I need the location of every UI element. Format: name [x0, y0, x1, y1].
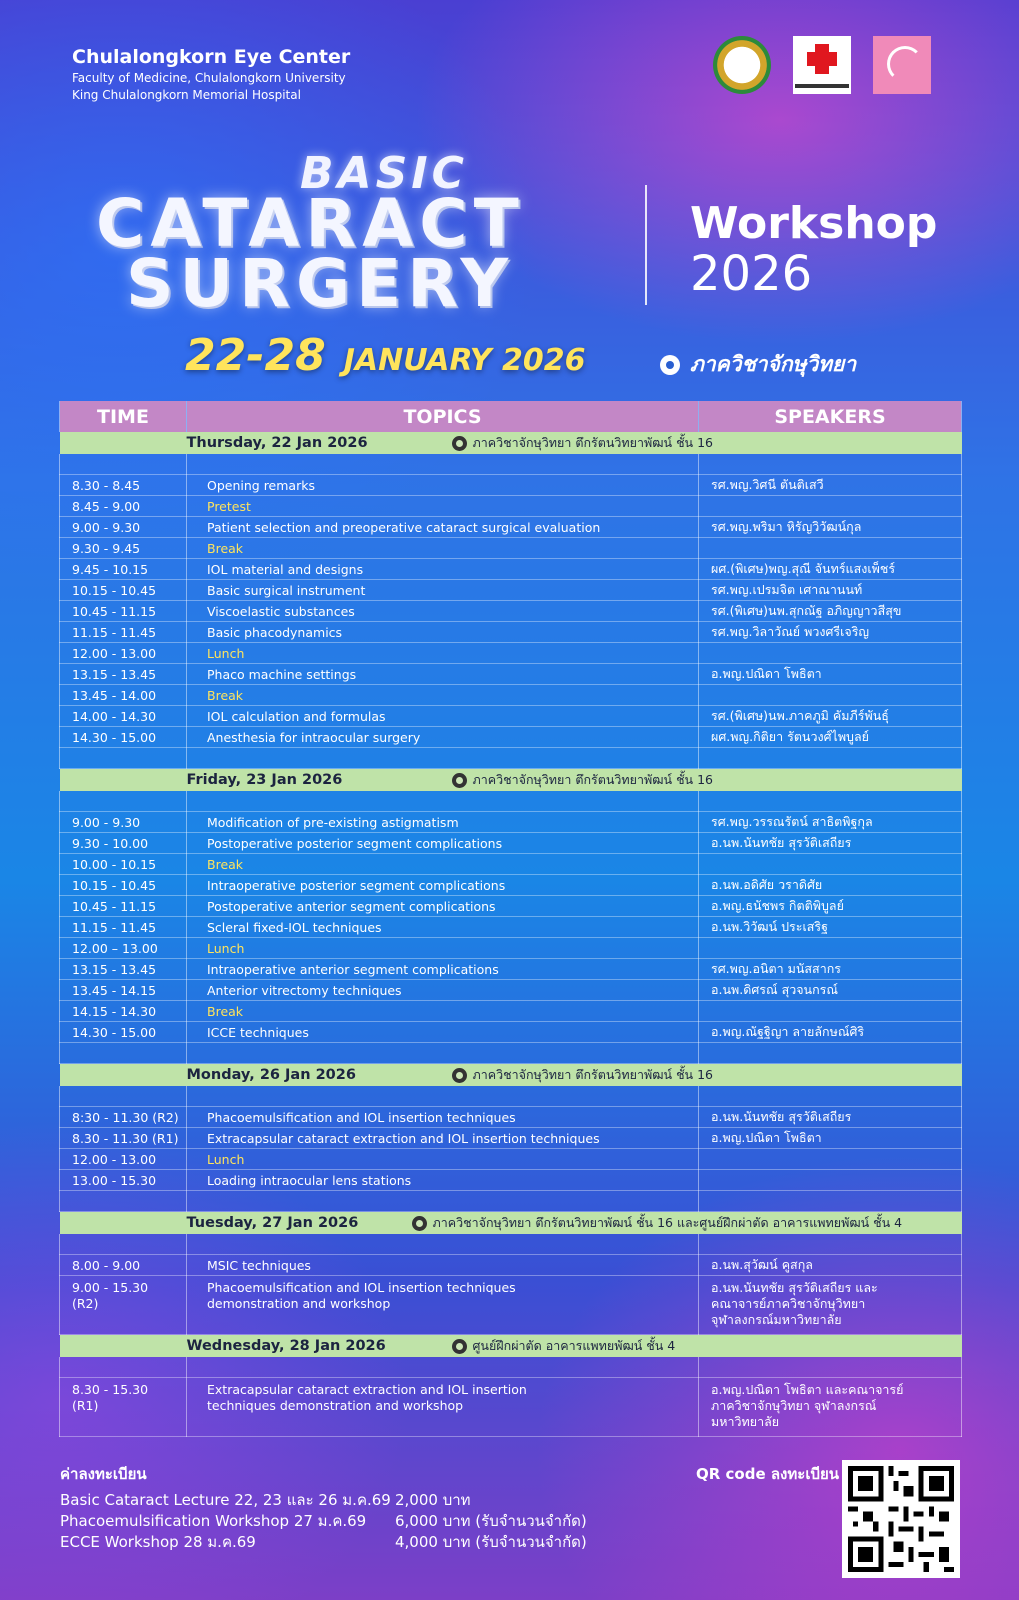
time-cell: 8.00 - 9.00	[60, 1255, 187, 1276]
event-dates	[185, 330, 585, 381]
speaker-cell: อ.นพ.นันทชัย สุรวัติเสถียร	[699, 833, 962, 854]
topic-cell: Intraoperative anterior segment complications	[187, 959, 699, 980]
time-cell: 9.00 - 9.30	[60, 812, 187, 833]
org-faculty: Faculty of Medicine, Chulalongkorn University	[72, 71, 346, 85]
day-name: Thursday, 22 Jan 2026	[186, 435, 368, 451]
topic-cell: Basic surgical instrument	[187, 580, 699, 601]
speaker-cell: อ.พญ.ณัฐฐิญา ลายลักษณ์ศิริ	[699, 1022, 962, 1043]
table-row	[60, 727, 962, 748]
header-topics: TOPICS	[187, 401, 699, 432]
chulalongkorn-seal-icon	[713, 36, 771, 94]
topic-cell: Extracapsular cataract extraction and IOL insertion techniques demonstration and workshop	[187, 1378, 699, 1437]
topic-cell: Break	[187, 1001, 699, 1022]
table-row	[60, 1149, 962, 1170]
speaker-cell: รศ.(พิเศษ)นพ.สุกณัฐ อภิญญาวสีสุข	[699, 601, 962, 622]
day-header	[60, 1212, 962, 1235]
speaker-cell: ผศ.พญ.กิติยา รัตนวงศ์ไพบูลย์	[699, 727, 962, 748]
time-cell: 13.45 - 14.15	[60, 980, 187, 1001]
day-venue: ภาควิชาจักษุวิทยา ตึกรัตนวิทยาพัฒน์ ชั้น 16 และศูนย์ฝึกผ่าตัด อาคารแพทยพัฒน์ ชั้น 4	[412, 1213, 903, 1233]
time-cell: 8:30 - 11.30 (R2)	[60, 1107, 187, 1128]
event-venue-label: ภาควิชาจักษุวิทยา	[690, 352, 857, 376]
time-cell: 14.00 - 14.30	[60, 706, 187, 727]
day-venue: ภาควิชาจักษุวิทยา ตึกรัตนวิทยาพัฒน์ ชั้น 16	[452, 433, 713, 453]
speaker-cell: อ.พญ.ธนัชพร กิตติพิบูลย์	[699, 896, 962, 917]
registration-fees	[60, 1462, 587, 1551]
time-cell: 13.00 - 15.30	[60, 1170, 187, 1191]
table-row	[60, 1378, 962, 1437]
speaker-cell: อ.พญ.ปณิดา โพธิตา และคณาจารย์ภาควิชาจักษุวิทยา จุฬาลงกรณ์มหาวิทยาลัย	[699, 1378, 962, 1437]
org-hospital: King Chulalongkorn Memorial Hospital	[72, 88, 301, 102]
table-row	[60, 812, 962, 833]
time-cell: 11.15 - 11.45	[60, 917, 187, 938]
topic-cell: Basic phacodynamics	[187, 622, 699, 643]
day-header	[60, 1064, 962, 1087]
speaker-cell: อ.พญ.ปณิดา โพธิตา	[699, 664, 962, 685]
table-row	[60, 496, 962, 517]
table-row	[60, 559, 962, 580]
speaker-cell	[699, 496, 962, 517]
spacer-row	[60, 1086, 962, 1107]
time-cell: 9.45 - 10.15	[60, 559, 187, 580]
speaker-cell	[699, 685, 962, 706]
topic-cell: Anesthesia for intraocular surgery	[187, 727, 699, 748]
table-row	[60, 833, 962, 854]
title-surgery: SURGERY	[126, 245, 515, 322]
topic-cell: Break	[187, 538, 699, 559]
time-cell: 10.45 - 11.15	[60, 601, 187, 622]
speaker-cell	[699, 643, 962, 664]
time-cell: 13.45 - 14.00	[60, 685, 187, 706]
topic-cell: Patient selection and preoperative cataract surgical evaluation	[187, 517, 699, 538]
topic-cell: Postoperative anterior segment complications	[187, 896, 699, 917]
day-header	[60, 432, 962, 454]
table-row	[60, 1001, 962, 1022]
table-row	[60, 1255, 962, 1276]
table-row	[60, 643, 962, 664]
event-month: JANUARY 2026	[343, 343, 586, 378]
time-cell: 9.30 - 10.00	[60, 833, 187, 854]
time-cell: 8.30 - 15.30 (R1)	[60, 1378, 187, 1437]
topic-cell: Intraoperative posterior segment complications	[187, 875, 699, 896]
location-pin-icon	[452, 1068, 467, 1083]
day-venue: ศูนย์ฝึกผ่าตัด อาคารแพทยพัฒน์ ชั้น 4	[452, 1336, 676, 1356]
eye-center-icon	[873, 36, 931, 94]
day-venue: ภาควิชาจักษุวิทยา ตึกรัตนวิทยาพัฒน์ ชั้น 16	[452, 1065, 713, 1085]
speaker-cell: อ.นพ.อดิศัย วราดิศัย	[699, 875, 962, 896]
location-pin-icon	[660, 355, 680, 375]
topic-cell: Phacoemulsification and IOL insertion techniques	[187, 1107, 699, 1128]
table-row	[60, 896, 962, 917]
header-time: TIME	[60, 401, 187, 432]
topic-cell: Modification of pre-existing astigmatism	[187, 812, 699, 833]
table-row	[60, 959, 962, 980]
topic-cell: Lunch	[187, 938, 699, 959]
location-pin-icon	[452, 436, 467, 451]
spacer-row	[60, 1043, 962, 1064]
title-basic: BASIC	[300, 148, 468, 199]
time-cell: 13.15 - 13.45	[60, 664, 187, 685]
speaker-cell: รศ.พญ.เปรมจิต เศาณานนท์	[699, 580, 962, 601]
spacer-row	[60, 1191, 962, 1212]
time-cell: 8.30 - 8.45	[60, 475, 187, 496]
speaker-cell: รศ.พญ.อนิตา มนัสสากร	[699, 959, 962, 980]
topic-cell: Viscoelastic substances	[187, 601, 699, 622]
speaker-cell: อ.นพ.นันทชัย สุรวัติเสถียร	[699, 1107, 962, 1128]
time-cell: 12.00 - 13.00	[60, 1149, 187, 1170]
topic-cell: ICCE techniques	[187, 1022, 699, 1043]
table-row	[60, 475, 962, 496]
time-cell: 9.30 - 9.45	[60, 538, 187, 559]
qr-label: QR code ลงทะเบียน	[696, 1465, 840, 1483]
spacer-row	[60, 791, 962, 812]
time-cell: 8.30 - 11.30 (R1)	[60, 1128, 187, 1149]
day-name: Monday, 26 Jan 2026	[186, 1067, 356, 1083]
day-header	[60, 769, 962, 792]
fee-row: ECCE Workshop 28 ม.ค.69 4,000 บาท (รับจำนวนจำกัด)	[60, 1533, 587, 1551]
time-cell: 8.45 - 9.00	[60, 496, 187, 517]
time-cell: 10.00 - 10.15	[60, 854, 187, 875]
spacer-row	[60, 748, 962, 769]
day-name: Tuesday, 27 Jan 2026	[186, 1215, 359, 1231]
speaker-cell: ผศ.(พิเศษ)พญ.สุณี จันทร์แสงเพ็ชร์	[699, 559, 962, 580]
table-row	[60, 601, 962, 622]
location-pin-icon	[452, 773, 467, 788]
location-pin-icon	[412, 1216, 427, 1231]
table-row	[60, 1276, 962, 1335]
speaker-cell	[699, 1001, 962, 1022]
time-cell: 13.15 - 13.45	[60, 959, 187, 980]
speaker-cell: อ.นพ.วิวัฒน์ ประเสริฐ	[699, 917, 962, 938]
topic-cell: IOL calculation and formulas	[187, 706, 699, 727]
topic-cell: Extracapsular cataract extraction and IOL insertion techniques	[187, 1128, 699, 1149]
table-row	[60, 1022, 962, 1043]
time-cell: 9.00 - 9.30	[60, 517, 187, 538]
topic-cell: Break	[187, 854, 699, 875]
header-speakers: SPEAKERS	[699, 401, 962, 432]
speaker-cell: รศ.(พิเศษ)นพ.ภาคภูมิ คัมภีร์พันธุ์	[699, 706, 962, 727]
day-venue: ภาควิชาจักษุวิทยา ตึกรัตนวิทยาพัฒน์ ชั้น 16	[452, 770, 713, 790]
table-row	[60, 538, 962, 559]
speaker-cell	[699, 1170, 962, 1191]
topic-cell: IOL material and designs	[187, 559, 699, 580]
table-row	[60, 685, 962, 706]
table-row	[60, 1128, 962, 1149]
partner-logos	[713, 36, 931, 94]
speaker-cell: อ.นพ.สุวัฒน์ คูสกุล	[699, 1255, 962, 1276]
organization-block	[72, 46, 350, 102]
table-row	[60, 664, 962, 685]
thai-red-cross-icon	[793, 36, 851, 94]
time-cell: 12.00 – 13.00	[60, 938, 187, 959]
time-cell: 10.15 - 10.45	[60, 580, 187, 601]
day-name: Friday, 23 Jan 2026	[186, 772, 343, 788]
title-cataract: CATARACT	[96, 185, 525, 262]
topic-cell: Break	[187, 685, 699, 706]
time-cell: 10.15 - 10.45	[60, 875, 187, 896]
time-cell: 14.30 - 15.00	[60, 727, 187, 748]
time-cell: 9.00 - 15.30 (R2)	[60, 1276, 187, 1335]
title-year: 2026	[690, 246, 813, 302]
topic-cell: MSIC techniques	[187, 1255, 699, 1276]
fee-row: Basic Cataract Lecture 22, 23 และ 26 ม.ค.69 2,000 บาท	[60, 1491, 471, 1509]
schedule-table	[59, 401, 962, 1437]
fees-heading: ค่าลงทะเบียน	[60, 1465, 147, 1483]
speaker-cell: รศ.พญ.พริมา หิรัญวิวัฒน์กุล	[699, 517, 962, 538]
speaker-cell	[699, 538, 962, 559]
table-row	[60, 580, 962, 601]
day-header	[60, 1335, 962, 1358]
speaker-cell: รศ.พญ.วรรณรัตน์ สาธิตพิฐกุล	[699, 812, 962, 833]
table-row	[60, 854, 962, 875]
speaker-cell: อ.นพ.นันทชัย สุรวัติเสถียร และคณาจารย์ภาควิชาจักษุวิทยา จุฬาลงกรณ์มหาวิทยาลัย	[699, 1276, 962, 1335]
table-row	[60, 1170, 962, 1191]
topic-cell: Phacoemulsification and IOL insertion techniques demonstration and workshop	[187, 1276, 699, 1335]
spacer-row	[60, 1357, 962, 1378]
topic-cell: Lunch	[187, 643, 699, 664]
speaker-cell: รศ.พญ.วิลาวัณย์ พวงศรีเจริญ	[699, 622, 962, 643]
topic-cell: Phaco machine settings	[187, 664, 699, 685]
topic-cell: Opening remarks	[187, 475, 699, 496]
speaker-cell: อ.นพ.ดิศรณ์ สุวจนกรณ์	[699, 980, 962, 1001]
org-name: Chulalongkorn Eye Center	[72, 46, 351, 68]
table-row	[60, 1107, 962, 1128]
time-cell: 14.15 - 14.30	[60, 1001, 187, 1022]
table-row	[60, 938, 962, 959]
speaker-cell: อ.พญ.ปณิดา โพธิตา	[699, 1128, 962, 1149]
speaker-cell	[699, 1149, 962, 1170]
time-cell: 10.45 - 11.15	[60, 896, 187, 917]
topic-cell: Anterior vitrectomy techniques	[187, 980, 699, 1001]
title-divider	[645, 185, 647, 305]
topic-cell: Loading intraocular lens stations	[187, 1170, 699, 1191]
event-date-range: 22-28	[185, 330, 326, 381]
speaker-cell	[699, 854, 962, 875]
table-row	[60, 980, 962, 1001]
table-row	[60, 706, 962, 727]
time-cell: 11.15 - 11.45	[60, 622, 187, 643]
fee-row: Phacoemulsification Workshop 27 ม.ค.69 6,000 บาท (รับจำนวนจำกัด)	[60, 1512, 587, 1530]
qr-code-icon[interactable]	[842, 1460, 960, 1578]
topic-cell: Scleral fixed-IOL techniques	[187, 917, 699, 938]
topic-cell: Postoperative posterior segment complications	[187, 833, 699, 854]
table-row	[60, 622, 962, 643]
spacer-row	[60, 1234, 962, 1255]
table-row	[60, 917, 962, 938]
topic-cell: Pretest	[187, 496, 699, 517]
topic-cell: Lunch	[187, 1149, 699, 1170]
speaker-cell: รศ.พญ.วิศนี ตันติเสวี	[699, 475, 962, 496]
event-venue	[660, 348, 856, 381]
location-pin-icon	[452, 1339, 467, 1354]
title-workshop: Workshop	[690, 198, 938, 249]
table-row	[60, 875, 962, 896]
day-name: Wednesday, 28 Jan 2026	[186, 1338, 386, 1354]
speaker-cell	[699, 938, 962, 959]
spacer-row	[60, 454, 962, 475]
time-cell: 14.30 - 15.00	[60, 1022, 187, 1043]
table-row	[60, 517, 962, 538]
time-cell: 12.00 - 13.00	[60, 643, 187, 664]
